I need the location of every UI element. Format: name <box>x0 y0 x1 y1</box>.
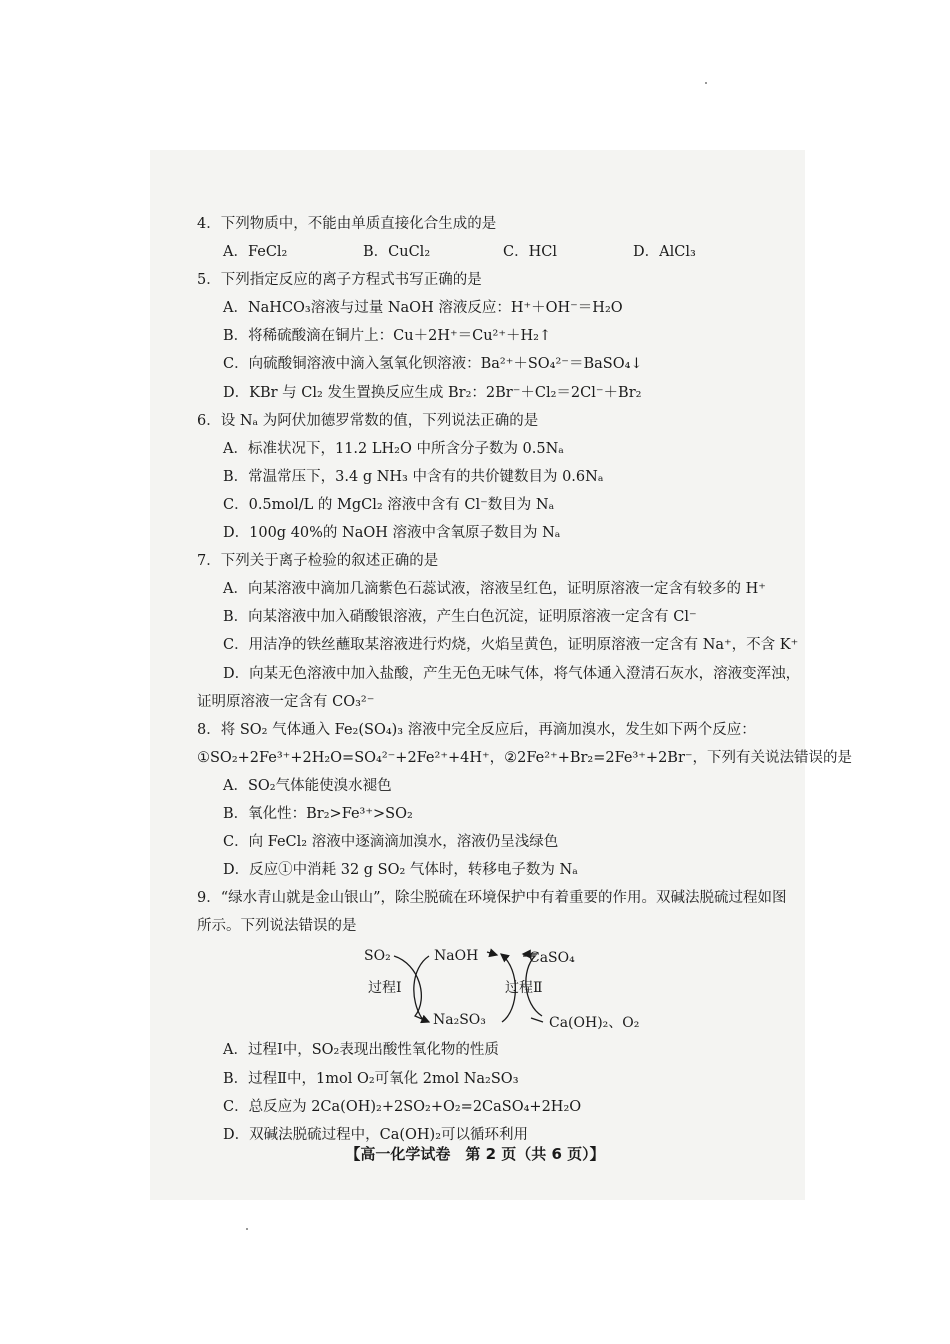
label-process-2: 过程Ⅱ <box>505 980 543 997</box>
question-8-stem: 8．将 SO₂ 气体通入 Fe₂(SO₄)₃ 溶液中完全反应后，再滴加溴水，发生如下两个反应： <box>197 721 756 738</box>
question-5-stem: 5．下列指定反应的离子方程式书写正确的是 <box>197 272 482 289</box>
page-footer: 【高一化学试卷 第 2 页（共 6 页）】 <box>345 1145 605 1163</box>
question-5-option-d[interactable]: D．KBr 与 Cl₂ 发生置换反应生成 Br₂：2Br⁻＋Cl₂＝2Cl⁻＋Br₂ <box>223 384 642 401</box>
question-6-option-a[interactable]: A．标准状况下，11.2 LH₂O 中所含分子数为 0.5Nₐ <box>223 440 564 457</box>
question-4-option-a[interactable]: A．FeCl₂ <box>223 244 288 261</box>
question-4-option-d[interactable]: D．AlCl₃ <box>633 244 696 261</box>
question-7-option-b[interactable]: B．向某溶液中加入硝酸银溶液，产生白色沉淀，证明原溶液一定含有 Cl⁻ <box>223 609 697 626</box>
label-process-1: 过程Ⅰ <box>368 980 402 997</box>
dual-alkali-desulfurization-diagram <box>197 942 777 1032</box>
question-7-option-d-continued: 证明原溶液一定含有 CO₃²⁻ <box>197 693 375 710</box>
question-5-option-b[interactable]: B．将稀硫酸滴在铜片上：Cu＋2H⁺＝Cu²⁺＋H₂↑ <box>223 328 552 345</box>
question-6-stem: 6．设 Nₐ 为阿伏加德罗常数的值，下列说法正确的是 <box>197 412 539 429</box>
question-5-option-c[interactable]: C．向硫酸铜溶液中滴入氢氧化钡溶液：Ba²⁺＋SO₄²⁻＝BaSO₄↓ <box>223 356 643 373</box>
diagram-arrows <box>197 942 777 1032</box>
question-6-option-d[interactable]: D．100g 40%的 NaOH 溶液中含氧原子数目为 Nₐ <box>223 525 561 542</box>
question-7-option-d[interactable]: D．向某无色溶液中加入盐酸，产生无色无味气体，将气体通入澄清石灰水，溶液变浑浊， <box>223 665 801 682</box>
exam-content <box>197 210 853 1149</box>
question-4-option-c[interactable]: C．HCl <box>503 244 557 261</box>
question-4-stem: 4．下列物质中，不能由单质直接化合生成的是 <box>197 216 497 232</box>
question-9-option-b[interactable]: B．过程Ⅱ中，1mol O₂可氧化 2mol Na₂SO₃ <box>223 1070 519 1087</box>
scan-speck <box>705 82 707 84</box>
question-6-option-c[interactable]: C．0.5mol/L 的 MgCl₂ 溶液中含有 Cl⁻数目为 Nₐ <box>223 496 555 513</box>
question-7-option-c[interactable]: C．用洁净的铁丝蘸取某溶液进行灼烧，火焰呈黄色，证明原溶液一定含有 Na⁺，不含 K⁺ <box>223 637 799 654</box>
question-7-option-a[interactable]: A．向某溶液中滴加几滴紫色石蕊试液，溶液呈红色，证明原溶液一定含有较多的 H⁺ <box>223 581 766 598</box>
question-6-option-b[interactable]: B．常温常压下，3.4 g NH₃ 中含有的共价键数目为 0.6Nₐ <box>223 468 604 485</box>
scan-speck <box>246 1228 248 1230</box>
label-caoh2-o2: Ca(OH)₂、O₂ <box>549 1015 640 1032</box>
label-so2: SO₂ <box>364 948 391 965</box>
label-caso4: CaSO₄ <box>529 950 575 967</box>
label-naoh: NaOH <box>434 948 479 965</box>
question-8-stem-reactions: ①SO₂+2Fe³⁺+2H₂O=SO₄²⁻+2Fe²⁺+4H⁺，②2Fe²⁺+Br₂=2Fe³⁺+2Br⁻，下列有关说法错误的是 <box>197 749 853 766</box>
question-8-option-d[interactable]: D．反应①中消耗 32 g SO₂ 气体时，转移电子数为 Nₐ <box>223 862 578 879</box>
label-na2so3: Na₂SO₃ <box>433 1012 486 1029</box>
question-8-option-b[interactable]: B．氧化性：Br₂>Fe³⁺>SO₂ <box>223 805 413 822</box>
question-8-option-a[interactable]: A．SO₂气体能使溴水褪色 <box>223 777 392 794</box>
question-9-stem: 9．“绿水青山就是金山银山”，除尘脱硫在环境保护中有着重要的作用。双碱法脱硫过程如图 <box>197 890 787 907</box>
question-9-option-c[interactable]: C．总反应为 2Ca(OH)₂+2SO₂+O₂=2CaSO₄+2H₂O <box>223 1098 582 1115</box>
question-9-stem-continued: 所示。下列说法错误的是 <box>197 918 357 935</box>
naoh-return-arrow <box>487 952 497 955</box>
question-4-options <box>223 238 777 266</box>
question-7-stem: 7．下列关于离子检验的叙述正确的是 <box>197 553 439 570</box>
process-1-arc <box>414 956 429 1020</box>
question-4-option-b[interactable]: B．CuCl₂ <box>363 244 431 261</box>
question-8-option-c[interactable]: C．向 FeCl₂ 溶液中逐滴滴加溴水，溶液仍呈浅绿色 <box>223 834 559 851</box>
question-9-option-d[interactable]: D．双碱法脱硫过程中，Ca(OH)₂可以循环利用 <box>223 1126 529 1143</box>
question-9-option-a[interactable]: A．过程Ⅰ中，SO₂表现出酸性氧化物的性质 <box>223 1042 499 1059</box>
question-5-option-a[interactable]: A．NaHCO₃溶液与过量 NaOH 溶液反应：H⁺＋OH⁻＝H₂O <box>223 300 623 317</box>
process-2-input-line <box>531 1018 543 1022</box>
